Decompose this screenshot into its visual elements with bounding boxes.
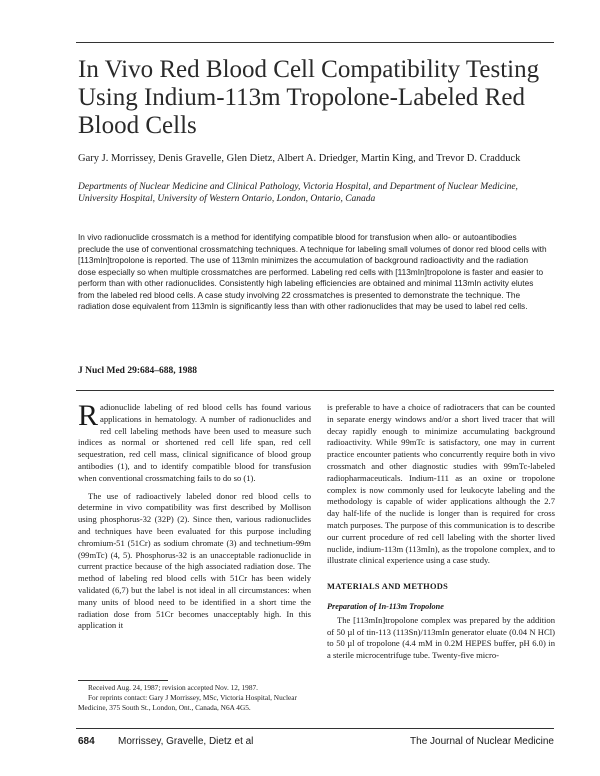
section-heading: MATERIALS AND METHODS [327,582,449,592]
drop-cap: R [78,399,99,432]
body-paragraph: The [113mIn]tropolone complex was prepared by the addition of 50 µl of tin-113 (113Sn)/113mIn generator eluate (0.04 N HCl) to 50 µl of tropolone (4.4 mM in 0.2M HEPES buffer, pH 6.0) in a sterile microcentrifuge tube. Twenty-five micro- [327,614,555,661]
reprints-note: For reprints contact: Gary J Morrissey, MSc, Victoria Hospital, Nuclear Medicine, 375 South St., London, Ont., Canada, N6A 4G5. [78,693,297,712]
running-authors: Morrissey, Gravelle, Dietz et al [118,736,254,747]
body-paragraph: is preferable to have a choice of radiotracers that can be counted in separate energy windows and/or a short lived tracer that will decay rapidly enough to minimize accumulating background radioactivity. While 99mTc is satisfactory, one may in current practice encounter patients who concurrently require both in vivo crossmatch and other diagnostic studies with 99mTc-labeled radiopharmaceuticals. Indium-111 as an oxine or tropolone complex is now commonly used for leukocyte labeling and the methodology is capable of wider applications although the 2.7 day half-life of the nuclide is longer than is required for cross match purposes. The purpose of this communication is to describe our current procedure of red cell labeling with the shorter lived nuclide, indium-113m (113mIn), as the tropolone complex, and to illustrate clinical experience using a case study. [327,402,555,566]
journal-citation: J Nucl Med 29:684–688, 1988 [78,366,198,376]
footer-rule [76,728,554,729]
intro-paragraph [78,399,311,485]
abstract: In vivo radionuclide crossmatch is a method for identifying compatible blood for transfusion when allo- or autoantibodies preclude the use of conventional crossmatching techniques. A technique for labeling small volumes of donor red blood cells with [113mIn]tropolone is reported. The use of 113mIn minimizes the accumulation of background radioactivity and the radiation dose especially so when multiple crossmatches are performed. Labeling red cells with [113mIn]tropolone is faster and easier to perform than with other radionuclides. Consistently high labeling efficiencies are obtained and minimal 113mIn activity elutes from the labeled red blood cells. A case study involving 22 crossmatches is presented to demonstrate the technique. The radiation dose equivalent from 113mIn is significantly less than with other radionuclides that may be used to label red cells. [78,232,547,311]
abstract-divider [76,390,554,391]
body-column-left [78,399,311,632]
intro-text: adionuclide labeling of red blood cells has found various applications in hematology. A number of radionuclides and red cell labeling methods have been used to measure such indices as normal or shortened red cell life span, red cell sequestration, red cell mass, clinical significance of blood group antibodies (1), and to identify compatible blood for transfusion when conventional crossmatching fails to do so (1). [78,402,311,483]
body-paragraph: The use of radioactively labeled donor red blood cells to determine in vivo compatibility was first described by Mollison using phosphorus-32 (32P) (2). Since then, various radionuclides and techniques have been evaluated for this purpose including chromium-51 (51Cr) as sodium chromate (3) and technetium-99m (99mTc) (4, 5). Phosphorus-32 is an unacceptable radionuclide in current practice because of the high associated radiation dose. The method of labeling red blood cells with 51Cr has been widely validated (6,7) but the label is not ideal in all circumstances: when many units of blood need to be identified in a short time the radiation dose from 51Cr becomes unacceptably high. In this application it [78,490,311,631]
subsection-heading: Preparation of In-113m Tropolone [327,601,444,611]
journal-name: The Journal of Nuclear Medicine [410,736,554,747]
footnote [78,683,311,713]
article-title: In Vivo Red Blood Cell Compatibility Testing Using Indium-113m Tropolone-Labeled Red Blood Cells [78,56,540,139]
received-note: Received Aug. 24, 1987; revision accepted Nov. 12, 1987. [88,683,258,692]
footnote-rule [78,680,168,681]
author-list: Gary J. Morrissey, Denis Gravelle, Glen Dietz, Albert A. Driedger, Martin King, and Trevor D. Cradduck [78,153,521,164]
body-column-right [327,402,555,662]
top-rule [76,42,554,43]
page-number: 684 [78,736,95,747]
affiliation: Departments of Nuclear Medicine and Clinical Pathology, Victoria Hospital, and Department of Nuclear Medicine, University Hospital, University of Western Ontario, London, Ontario, Canada [78,182,518,204]
